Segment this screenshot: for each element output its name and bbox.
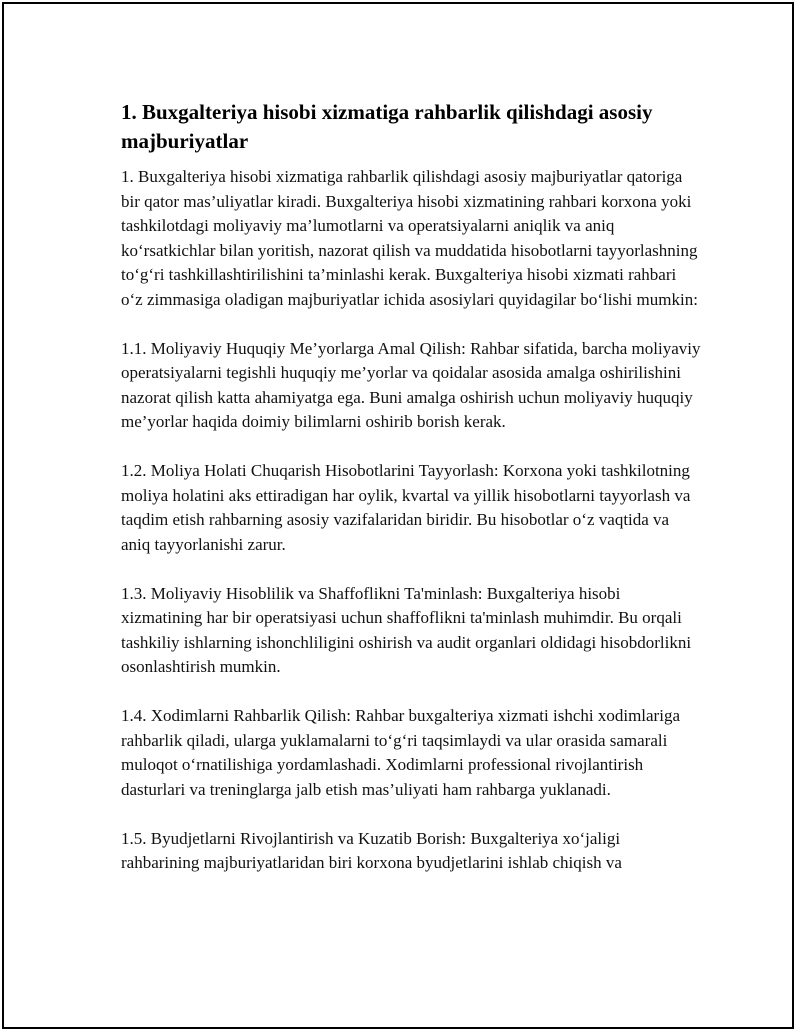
paragraph-1-3: 1.3. Moliyaviy Hisoblilik va Shaffoflikni Ta'minlash: Buxgalteriya hisobi xizmatining har bir operatsiyasi uchun shaffoflikni ta'minlash muhimdir. Bu orqali tashkiliy ishlarning ishonchliligini oshirish va audit organlari oldidagi hisobdorlikni osonlashtirish mumkin.	[121, 583, 692, 676]
paragraph-1-4: 1.4. Xodimlarni Rahbarlik Qilish: Rahbar buxgalteriya xizmati ishchi xodimlariga rahbarlik qiladi, ularga yuklamalarni to‘g‘ri taqsimlaydi va ular orasida samarali muloqot o‘rnatilishiga yordamlashadi. Xodimlarni professional rivojlantirish dasturlari va treninglarga jalb etish mas’uliyati ham rahbarga yuklanadi.	[121, 706, 680, 799]
paragraph-1-2: 1.2. Moliya Holati Chuqarish Hisobotlarini Tayyorlash: Korxona yoki tashkilotning moliya holatini aks ettiradigan har oylik, kvartal va yillik hisobotlarni tayyorlash va taqdim etish rahbarning asosiy vazifalaridan biridir. Bu hisobotlar o‘z vaqtida va aniq tayyorlanishi zarur.	[121, 461, 691, 554]
document-page	[2, 2, 794, 1029]
section-heading: 1. Buxgalteriya hisobi xizmatiga rahbarlik qilishdagi asosiy majburiyatlar	[121, 100, 653, 153]
document-body	[121, 98, 701, 900]
paragraph-1-1: 1.1. Moliyaviy Huquqiy Me’yorlarga Amal Qilish: Rahbar sifatida, barcha moliyaviy operatsiyalarni tegishli huquqiy me’yorlar va qoidalar asosida amalga oshirilishini nazorat qilish katta ahamiyatga ega. Buni amalga oshirish uchun moliyaviy huquqiy me’yorlar haqida doimiy bilimlarni oshirib borish kerak.	[121, 338, 701, 431]
paragraph-1-5: 1.5. Byudjetlarni Rivojlantirish va Kuzatib Borish: Buxgalteriya xo‘jaligi rahbarining majburiyatlaridan biri korxona byudjetlarini ishlab chiqish va	[121, 828, 622, 872]
paragraph-intro: 1. Buxgalteriya hisobi xizmatiga rahbarlik qilishdagi asosiy majburiyatlar qatoriga bir qator mas’uliyatlar kiradi. Buxgalteriya hisobi xizmatining rahbari korxona yoki tashkilotdagi moliyaviy ma’lumotlarni va operatsiyalarni aniqlik va aniq ko‘rsatkichlar bilan yoritish, nazorat qilish va muddatida hisobotlarni tayyorlashning to‘g‘ri tashkillashtirilishini ta’minlashi kerak. Buxgalteriya hisobi xizmati rahbari o‘z zimmasiga oladigan majburiyatlar ichida asosiylari quyidagilar bo‘lishi mumkin:	[121, 167, 698, 309]
